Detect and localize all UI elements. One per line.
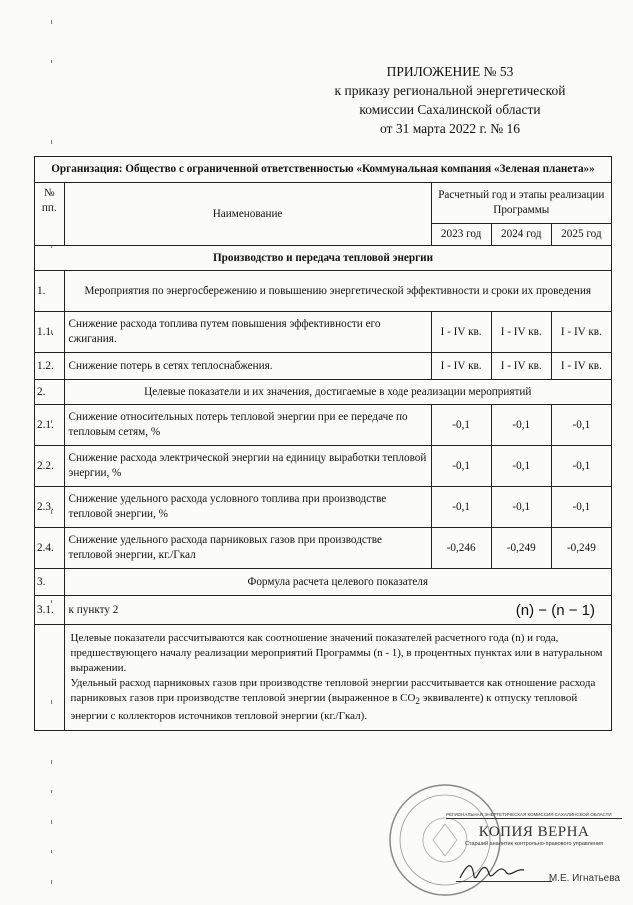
stamp-signer-name: М.Е. Игнатьева — [548, 873, 620, 884]
row-number: 3. — [35, 569, 65, 596]
formula: (n) − (n − 1) — [431, 596, 611, 625]
row-value: I - IV кв. — [431, 312, 491, 353]
row-value: I - IV кв. — [551, 312, 611, 353]
row-name: Снижение удельного расхода условного топлива при производстве тепловой энергии, % — [64, 487, 431, 528]
header-name: Наименование — [64, 183, 431, 246]
row-value: -0,1 — [491, 446, 551, 487]
row-number: 2. — [35, 380, 65, 405]
row-number: 1.1. — [35, 312, 65, 353]
row-value: I - IV кв. — [431, 353, 491, 380]
signature-line — [456, 881, 552, 882]
empty-cell — [35, 625, 65, 731]
note-paragraph — [71, 676, 605, 724]
row-value: -0,1 — [551, 405, 611, 446]
row-title: Целевые показатели и их значения, достигаемые в ходе реализации мероприятий — [64, 380, 611, 405]
stamp-organization: РЕГИОНАЛЬНАЯ ЭНЕРГЕТИЧЕСКАЯ КОМИССИЯ САХАЛИНСКОЙ ОБЛАСТИ — [446, 812, 622, 819]
row-value: I - IV кв. — [551, 353, 611, 380]
row-value: -0,1 — [491, 405, 551, 446]
note-text: Удельный расход парниковых газов при производстве тепловой энергии рассчитывается как отношение расхода парниковых газов при производстве тепловой энергии (выраженное в CO — [70, 677, 596, 704]
appendix-header — [300, 62, 600, 138]
row-number: 2.4. — [35, 528, 65, 569]
row-number: 2.3. — [35, 487, 65, 528]
row-number: 2.1. — [35, 405, 65, 446]
certified-copy-stamp — [446, 812, 622, 888]
row-value: -0,249 — [491, 528, 551, 569]
row-number: 2.2. — [35, 446, 65, 487]
table-row — [35, 405, 612, 446]
row-value: -0,1 — [431, 405, 491, 446]
row-title: Мероприятия по энергосбережению и повышению энергетической эффективности и сроки их проведения — [64, 271, 611, 312]
row-title: Формула расчета целевого показателя — [64, 569, 611, 596]
header-number: № пп. — [35, 183, 65, 246]
row-name: Снижение расхода топлива путем повышения эффективности его сжигания. — [64, 312, 431, 353]
row-value: -0,246 — [431, 528, 491, 569]
stamp-heading: КОПИЯ ВЕРНА — [478, 824, 590, 840]
notes-row — [35, 625, 612, 731]
row-number: 3.1. — [35, 596, 65, 625]
row-value: I - IV кв. — [491, 312, 551, 353]
row-value: -0,249 — [551, 528, 611, 569]
row-name: Снижение потерь в сетях теплоснабжения. — [64, 353, 431, 380]
table-row — [35, 596, 612, 625]
row-value: -0,1 — [551, 446, 611, 487]
section-row — [35, 246, 612, 271]
table-row — [35, 312, 612, 353]
section-title: Производство и передача тепловой энергии — [35, 246, 612, 271]
appendix-date: от 31 марта 2022 г. № 16 — [379, 121, 521, 136]
row-value: I - IV кв. — [491, 353, 551, 380]
header-period: Расчетный год и этапы реализации Программы — [431, 183, 611, 224]
row-name: к пункту 2 — [64, 596, 431, 625]
row-name: Снижение расхода электрической энергии на единицу выработки тепловой энергии, % — [64, 446, 431, 487]
row-name: Снижение удельного расхода парниковых газов при производстве тепловой энергии, кг./Гкал — [64, 528, 431, 569]
table-header-row — [35, 183, 612, 224]
year-2025: 2025 год — [551, 224, 611, 246]
table-row — [35, 487, 612, 528]
table-row — [35, 569, 612, 596]
row-value: -0,1 — [431, 487, 491, 528]
appendix-line: к приказу региональной энергетической — [334, 83, 566, 98]
formula-notes — [64, 625, 611, 731]
table-row — [35, 353, 612, 380]
row-number: 1. — [35, 271, 65, 312]
note-paragraph: Целевые показатели рассчитываются как соотношение значений показателей расчетного года (n) и года, предшествующего началу реализации мероприятий Программы (n - 1), в процентных пунктах или в натуральном выражении. — [70, 632, 603, 674]
row-name: Снижение относительных потерь тепловой энергии при ее передаче по тепловым сетям, % — [64, 405, 431, 446]
program-table — [34, 156, 612, 731]
appendix-line: комиссии Сахалинской области — [359, 102, 541, 117]
organization-name: Организация: Общество с ограниченной ответственностью «Коммунальная компания «Зеленая планета»» — [35, 157, 612, 183]
year-2023: 2023 год — [431, 224, 491, 246]
year-2024: 2024 год — [491, 224, 551, 246]
table-row — [35, 380, 612, 405]
row-value: -0,1 — [491, 487, 551, 528]
appendix-title: ПРИЛОЖЕНИЕ № 53 — [386, 64, 514, 79]
stamp-position: Старший аналитик контрольно-правового управления — [464, 841, 604, 847]
note-text: эквиваленте) к отпуску тепловой энергии с коллекторов источников тепловой энергии (кг./Гкал). — [70, 692, 578, 723]
row-value: -0,1 — [551, 487, 611, 528]
table-row — [35, 446, 612, 487]
row-value: -0,1 — [431, 446, 491, 487]
organization-row — [35, 157, 612, 183]
row-number: 1.2. — [35, 353, 65, 380]
subscript: 2 — [415, 696, 420, 707]
table-row — [35, 528, 612, 569]
table-row — [35, 271, 612, 312]
